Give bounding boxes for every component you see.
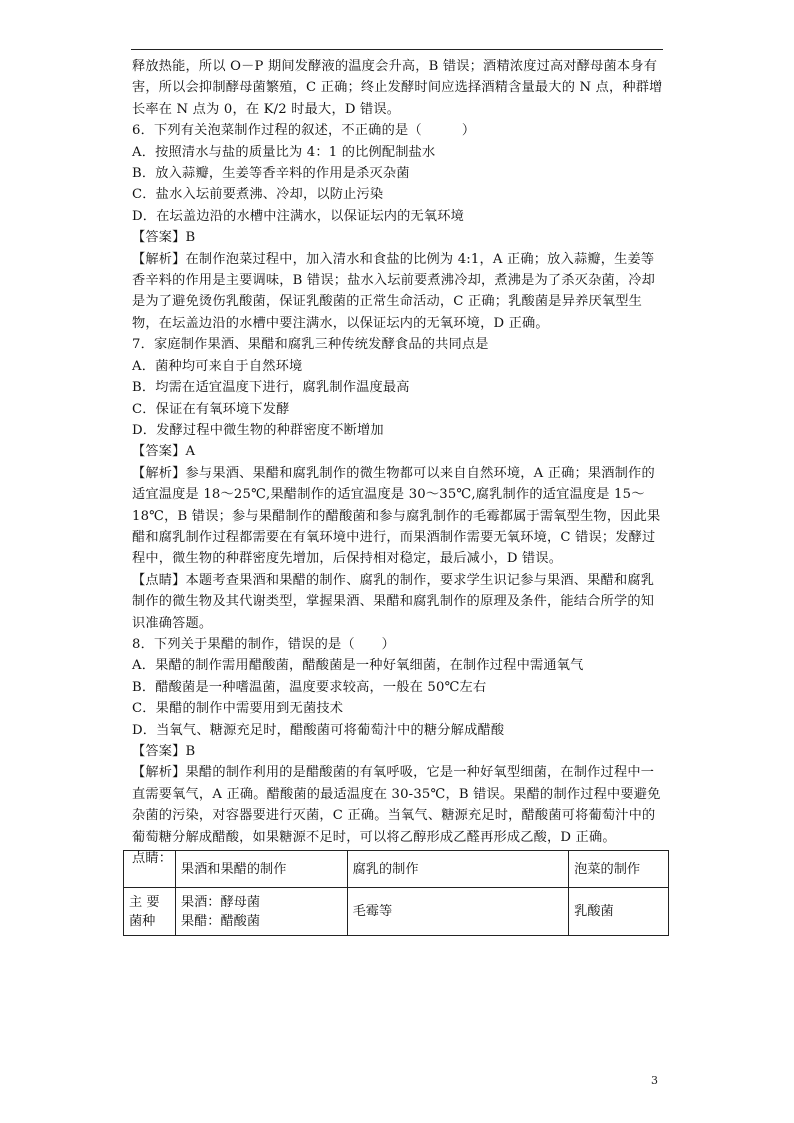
option-a: A．菌种均可来自于自然环境 bbox=[132, 358, 303, 374]
fermentation-summary-table bbox=[123, 850, 669, 936]
row-label: 主 要菌种 bbox=[124, 888, 176, 936]
answer: 【答案】B bbox=[132, 230, 196, 246]
option-c: C．果醋的制作中需要用到无菌技术 bbox=[132, 701, 344, 717]
table-cell bbox=[175, 888, 347, 936]
answer: 【答案】A bbox=[132, 444, 196, 460]
option-c: C．盐水入坛前要煮沸、冷却，以防止污染 bbox=[132, 187, 384, 203]
option-b: B．均需在适宜温度下进行，腐乳制作温度最高 bbox=[132, 380, 410, 396]
cell-line: 果醋：醋酸菌 bbox=[180, 913, 261, 929]
key-point: 【点睛】本题考查果酒和果醋的制作、腐乳的制作，要求学生识记参与果酒、果醋和腐乳制作的微生物及其代谢类型，掌握果酒、果醋和腐乳制作的原理及条件，能结合所学的知识准确答题。 bbox=[132, 572, 655, 631]
question-7: 7．家庭制作果酒、果醋和腐乳三种传统发酵食品的共同点是 bbox=[132, 337, 489, 353]
question-8: 8．下列关于果醋的制作，错误的是（ ） bbox=[132, 636, 395, 652]
table-header-cell: 腐乳的制作 bbox=[347, 851, 569, 888]
option-b: B．放入蒜瓣，生姜等香辛料的作用是杀灭杂菌 bbox=[132, 166, 410, 182]
option-d: D．在坛盖边沿的水槽中注满水，以保证坛内的无氧环境 bbox=[132, 208, 465, 224]
page-number: 3 bbox=[651, 1074, 658, 1087]
option-d: D．发酵过程中微生物的种群密度不断增加 bbox=[132, 422, 384, 438]
answer: 【答案】B bbox=[132, 744, 196, 759]
option-a: A．果醋的制作需用醋酸菌，醋酸菌是一种好氧细菌，在制作过程中需通氧气 bbox=[132, 658, 584, 674]
table-cell: 乳酸菌 bbox=[569, 888, 669, 936]
option-c: C．保证在有氧环境下发酵 bbox=[132, 401, 290, 417]
analysis: 【解析】在制作泡菜过程中，加入清水和食盐的比例为 4:1，A 正确；放入蒜瓣，生姜等香辛料的作用是主要调味，B 错误；盐水入坛前要煮沸冷却，煮沸是为了杀灭杂菌，冷却是为了避免烫伤乳酸菌，保证乳酸菌的正常生命活动，C 正确；乳酸菌是异养厌氧型生物，在坛盖边沿的水槽中要注满水，以保证坛内的无氧环境，D 正确。 bbox=[132, 251, 656, 331]
key-point-label: 点睛： bbox=[132, 851, 173, 867]
option-b: B．醋酸菌是一种嗜温菌，温度要求较高，一般在 50℃左右 bbox=[132, 679, 487, 695]
body-text bbox=[132, 56, 664, 869]
paragraph: 释放热能，所以 O－P 期间发酵液的温度会升高，B 错误；酒精浓度过高对酵母菌本身有害，所以会抑制酵母菌繁殖，C 正确；终止发酵时间应选择酒精含量最大的 N 点，种群增长率在 N 点为 0，在 K/2 时最大，D 错误。 bbox=[132, 59, 663, 117]
table-header-cell: 果酒和果醋的制作 bbox=[175, 851, 347, 888]
analysis: 【解析】果醋的制作利用的是醋酸菌的有氧呼吸，它是一种好氧型细菌，在制作过程中一直需要氧气，A 正确。醋酸菌的最适温度在 30-35℃，B 错误。果醋的制作过程中要避免杂菌的污染，对容器要进行灭菌，C 正确。当氧气、糖源充足时，醋酸菌可将葡萄汁中的葡萄糖分解成醋酸，如果糖源不足时，可以将乙醇形成乙醛再形成乙酸，D 正确。 bbox=[132, 765, 661, 845]
table-header-cell bbox=[124, 851, 176, 888]
table-header-cell: 泡菜的制作 bbox=[569, 851, 669, 888]
option-a: A．按照清水与盐的质量比为 4：1 的比例配制盐水 bbox=[132, 144, 436, 160]
header-rule bbox=[131, 49, 663, 50]
table-header-row bbox=[124, 851, 669, 888]
table-cell: 毛霉等 bbox=[347, 888, 569, 936]
table-row bbox=[124, 888, 669, 936]
question-6: 6．下列有关泡菜制作过程的叙述，不正确的是（ ） bbox=[132, 123, 476, 139]
analysis: 【解析】参与果酒、果醋和腐乳制作的微生物都可以来自自然环境，A 正确；果酒制作的适宜温度是 18～25℃,果醋制作的适宜温度是 30～35℃,腐乳制作的适宜温度是 15～18℃，B 错误；参与果醋制作的醋酸菌和参与腐乳制作的毛霉都属于需氧型生物，因此果醋和腐乳制作过程都需要在有氧环境中进行，而果酒制作需要无氧环境，C 错误；发酵过程中，微生物的种群密度先增加，后保持相对稳定，最后减小，D 错误。 bbox=[132, 465, 661, 567]
cell-line: 果酒：酵母菌 bbox=[180, 894, 261, 910]
option-d: D．当氧气、糖源充足时，醋酸菌可将葡萄汁中的糖分解成醋酸 bbox=[132, 722, 505, 738]
